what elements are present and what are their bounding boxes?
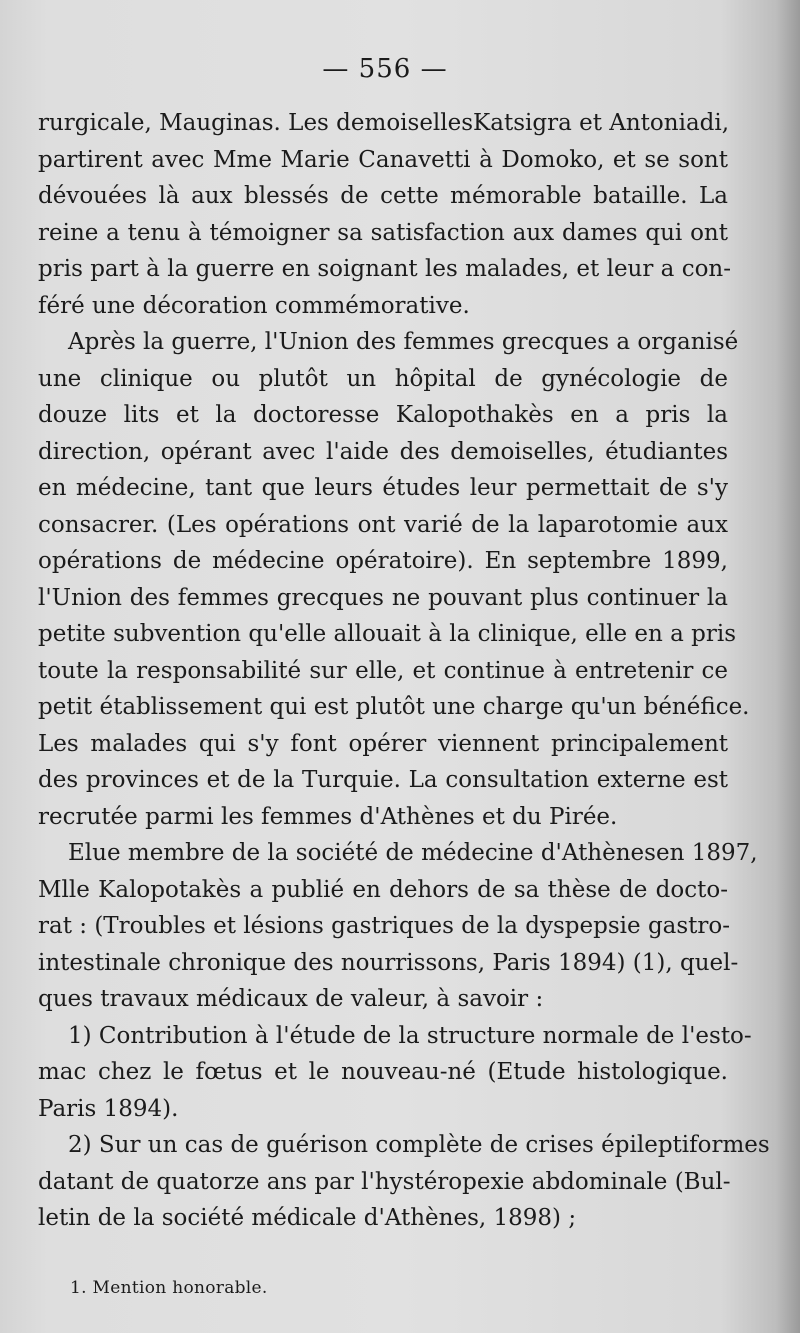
text-line-23: rat : (Troubles et lésions gastriques de la dyspepsie gastro- — [38, 913, 731, 939]
text-line-12: consacrer. (Les opérations ont varié de la laparotomie aux — [38, 511, 728, 538]
text-line-31: letin de la société médicale d'Athènes, 1898) ; — [38, 1205, 577, 1231]
text-line-19: des provinces et de la Turquie. La consultation externe est — [38, 767, 728, 793]
text-line-11: en médecine, tant que leurs études leur permettait de s'y — [38, 475, 728, 501]
text-line-13: opérations de médecine opératoire). En septembre 1899, — [38, 548, 728, 574]
text-line-28: Paris 1894). — [38, 1095, 179, 1122]
text-line-9: douze lits et la doctoresse Kalopothakès en a pris la — [38, 402, 728, 428]
text-line-30: datant de quatorze ans par l'hystéropexie abdominale (Bul- — [38, 1168, 731, 1195]
text-line-22: Mlle Kalopotakès a publié en dehors de sa thèse de docto- — [38, 876, 728, 903]
text-line-10: direction, opérant avec l'aide des demoiselles, étudiantes — [38, 438, 728, 465]
text-line-1: rurgicale, Mauginas. Les demoisellesKatsigra et Antoniadi, — [38, 110, 730, 136]
text-line-29: 2) Sur un cas de guérison complète de crises épileptiformes — [68, 1132, 770, 1158]
page-number: — 556 — — [322, 54, 448, 84]
text-line-16: toute la responsabilité sur elle, et continue à entretenir ce — [38, 657, 728, 684]
text-line-26: 1) Contribution à l'étude de la structure normale de l'esto- — [68, 1022, 752, 1049]
footnote: 1. Mention honorable. — [70, 1278, 268, 1298]
text-line-4: reine a tenu à témoigner sa satisfaction aux dames qui ont — [38, 219, 728, 246]
text-line-20: recrutée parmi les femmes d'Athènes et du Pirée. — [38, 803, 618, 830]
text-line-17: petit établissement qui est plutôt une charge qu'un bénéfice. — [38, 694, 750, 720]
text-line-25: ques travaux médicaux de valeur, à savoir : — [38, 986, 544, 1012]
text-line-7: Après la guerre, l'Union des femmes grecques a organisé — [68, 329, 739, 355]
text-line-2: partirent avec Mme Marie Canavetti à Domoko, et se sont — [38, 146, 728, 173]
text-line-24: intestinale chronique des nourrissons, Paris 1894) (1), quel- — [38, 949, 739, 976]
text-line-27: mac chez le fœtus et le nouveau-né (Etude histologique. — [38, 1059, 728, 1085]
text-line-8: une clinique ou plutôt un hôpital de gynécologie de — [38, 365, 728, 392]
body-text — [38, 105, 770, 1237]
text-line-14: l'Union des femmes grecques ne pouvant plus continuer la — [38, 584, 728, 611]
text-line-21: Elue membre de la société de médecine d'Athènesen 1897, — [68, 840, 758, 866]
text-line-6: féré une décoration commémorative. — [38, 292, 470, 319]
text-line-15: petite subvention qu'elle allouait à la clinique, elle en a pris — [38, 621, 737, 647]
text-line-3: dévouées là aux blessés de cette mémorable bataille. La — [38, 183, 728, 209]
text-line-18: Les malades qui s'y font opérer viennent principalement — [38, 730, 728, 757]
text-line-5: pris part à la guerre en soignant les malades, et leur a con- — [38, 256, 732, 282]
